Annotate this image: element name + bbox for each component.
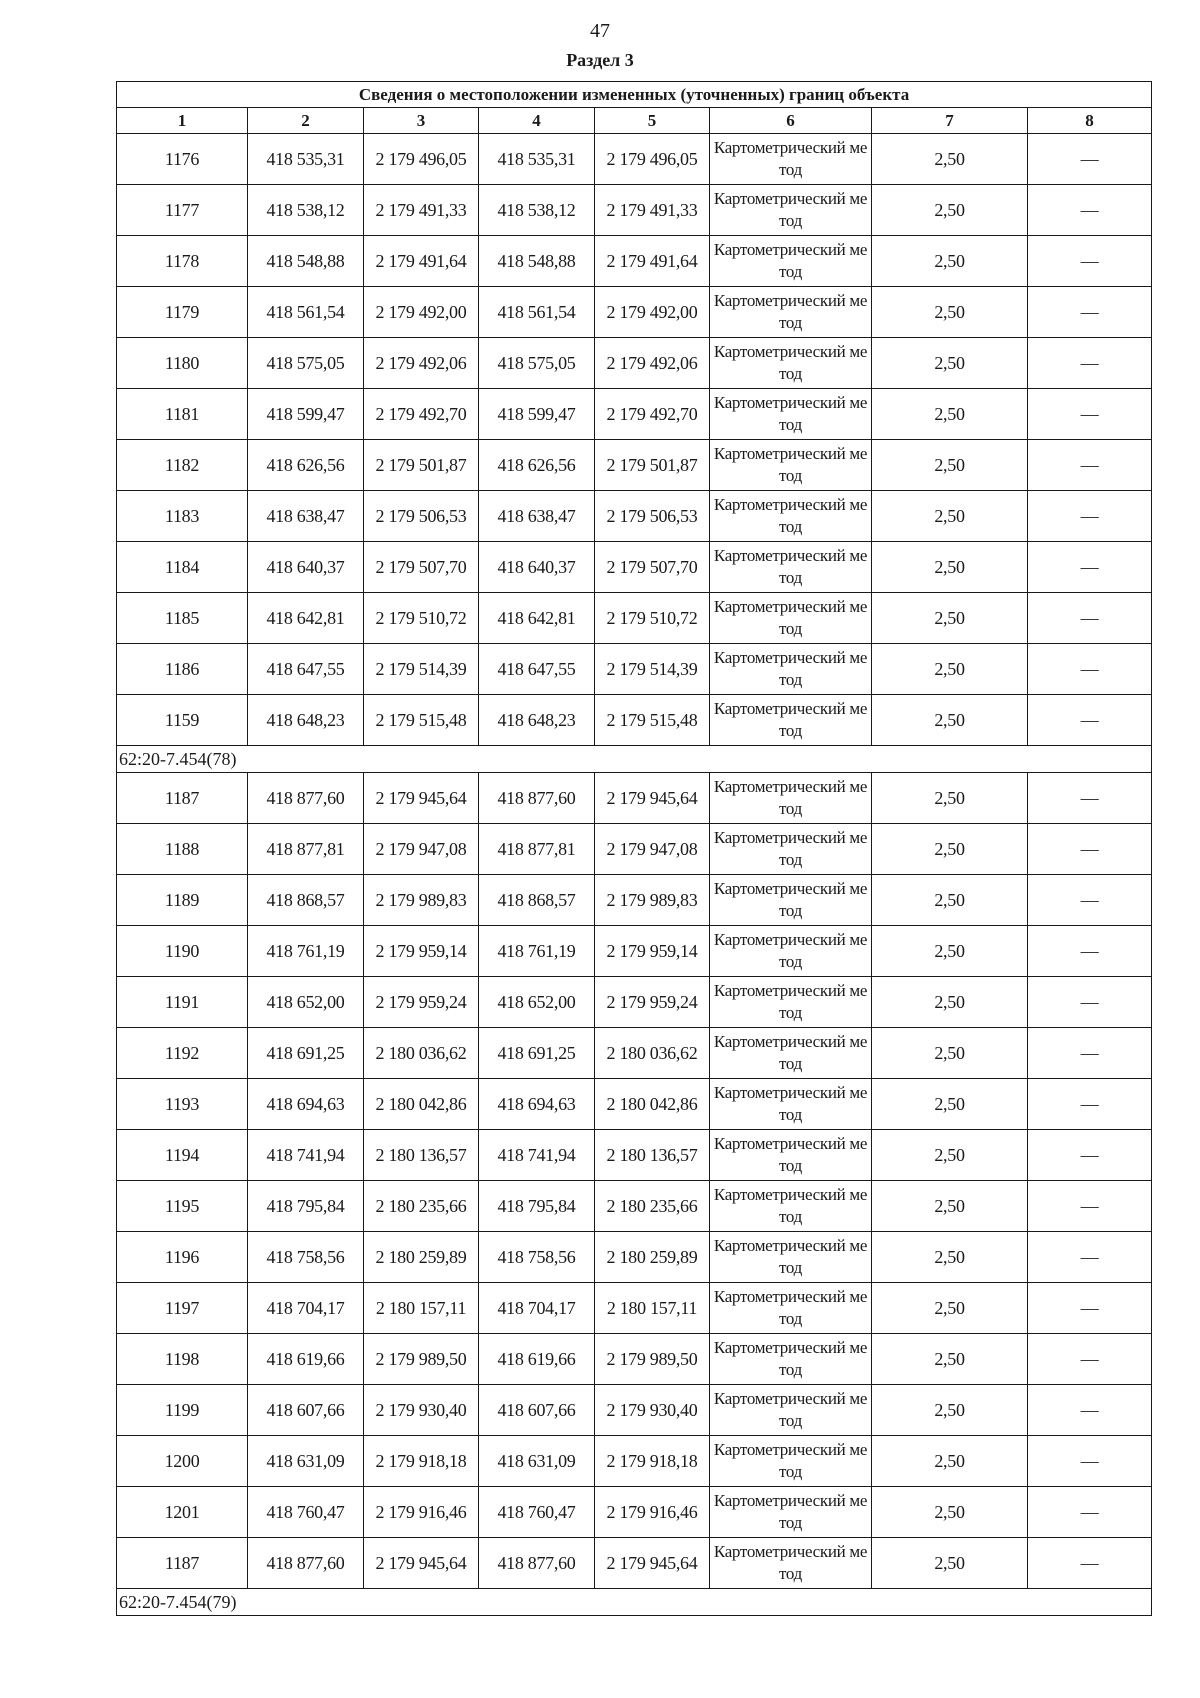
cell-description: — — [1028, 1028, 1152, 1079]
cell-method: Картометрический метод — [710, 338, 872, 389]
cell-y-old: 2 179 510,72 — [364, 593, 479, 644]
cell-x-new: 418 640,37 — [479, 542, 595, 593]
cell-x-new: 418 694,63 — [479, 1079, 595, 1130]
cell-x-old: 418 868,57 — [248, 875, 364, 926]
cell-x-old: 418 761,19 — [248, 926, 364, 977]
cell-y-new: 2 180 259,89 — [595, 1232, 710, 1283]
table-row — [117, 824, 1152, 875]
cell-x-new: 418 548,88 — [479, 236, 595, 287]
cell-method: Картометрический метод — [710, 1130, 872, 1181]
table-row — [117, 1181, 1152, 1232]
cell-description: — — [1028, 824, 1152, 875]
cell-method: Картометрический метод — [710, 695, 872, 746]
cell-method: Картометрический метод — [710, 644, 872, 695]
cell-point-number: 1185 — [117, 593, 248, 644]
cell-description: — — [1028, 389, 1152, 440]
cell-y-new: 2 179 514,39 — [595, 644, 710, 695]
cell-description: — — [1028, 1079, 1152, 1130]
cell-accuracy: 2,50 — [872, 1028, 1028, 1079]
cell-point-number: 1190 — [117, 926, 248, 977]
cell-y-old: 2 179 492,06 — [364, 338, 479, 389]
cell-point-number: 1159 — [117, 695, 248, 746]
cell-description: — — [1028, 1181, 1152, 1232]
cell-y-new: 2 180 136,57 — [595, 1130, 710, 1181]
cell-x-new: 418 877,81 — [479, 824, 595, 875]
cell-method: Картометрический метод — [710, 1436, 872, 1487]
column-header: 4 — [479, 108, 595, 134]
cell-y-new: 2 179 492,06 — [595, 338, 710, 389]
cell-accuracy: 2,50 — [872, 1130, 1028, 1181]
cell-point-number: 1187 — [117, 1538, 248, 1589]
cell-y-new: 2 179 947,08 — [595, 824, 710, 875]
cell-x-new: 418 691,25 — [479, 1028, 595, 1079]
table-row — [117, 134, 1152, 185]
cell-y-old: 2 179 496,05 — [364, 134, 479, 185]
cell-x-new: 418 642,81 — [479, 593, 595, 644]
column-header: 5 — [595, 108, 710, 134]
cell-x-new: 418 647,55 — [479, 644, 595, 695]
cell-x-old: 418 877,81 — [248, 824, 364, 875]
cell-accuracy: 2,50 — [872, 1334, 1028, 1385]
cell-accuracy: 2,50 — [872, 134, 1028, 185]
cell-y-new: 2 179 945,64 — [595, 1538, 710, 1589]
cell-x-new: 418 704,17 — [479, 1283, 595, 1334]
cell-y-old: 2 180 259,89 — [364, 1232, 479, 1283]
cell-accuracy: 2,50 — [872, 1538, 1028, 1589]
cell-x-new: 418 760,47 — [479, 1487, 595, 1538]
cell-x-old: 418 704,17 — [248, 1283, 364, 1334]
cell-x-new: 418 741,94 — [479, 1130, 595, 1181]
cell-y-new: 2 179 501,87 — [595, 440, 710, 491]
cell-accuracy: 2,50 — [872, 491, 1028, 542]
cell-x-new: 418 652,00 — [479, 977, 595, 1028]
cell-y-new: 2 180 042,86 — [595, 1079, 710, 1130]
cell-x-new: 418 607,66 — [479, 1385, 595, 1436]
cell-x-new: 418 575,05 — [479, 338, 595, 389]
cell-description: — — [1028, 440, 1152, 491]
table-row — [117, 1028, 1152, 1079]
table-row — [117, 926, 1152, 977]
cell-method: Картометрический метод — [710, 1385, 872, 1436]
cell-y-old: 2 179 514,39 — [364, 644, 479, 695]
cell-x-old: 418 652,00 — [248, 977, 364, 1028]
table-row — [117, 542, 1152, 593]
table-row — [117, 773, 1152, 824]
cell-method: Картометрический метод — [710, 287, 872, 338]
cell-x-new: 418 761,19 — [479, 926, 595, 977]
cell-accuracy: 2,50 — [872, 1385, 1028, 1436]
cell-x-old: 418 642,81 — [248, 593, 364, 644]
cell-accuracy: 2,50 — [872, 1079, 1028, 1130]
column-header: 3 — [364, 108, 479, 134]
cell-y-new: 2 180 036,62 — [595, 1028, 710, 1079]
table-body — [117, 82, 1152, 1616]
cell-method: Картометрический метод — [710, 926, 872, 977]
table-row — [117, 1283, 1152, 1334]
cell-y-old: 2 179 989,50 — [364, 1334, 479, 1385]
table-row — [117, 185, 1152, 236]
cell-point-number: 1183 — [117, 491, 248, 542]
cell-accuracy: 2,50 — [872, 593, 1028, 644]
parcel-label: 62:20-7.454(78) — [117, 746, 1152, 773]
cell-y-old: 2 180 042,86 — [364, 1079, 479, 1130]
cell-y-new: 2 179 989,50 — [595, 1334, 710, 1385]
cell-x-old: 418 575,05 — [248, 338, 364, 389]
cell-method: Картометрический метод — [710, 593, 872, 644]
cell-accuracy: 2,50 — [872, 1283, 1028, 1334]
cell-x-new: 418 877,60 — [479, 773, 595, 824]
cell-method: Картометрический метод — [710, 1028, 872, 1079]
boundary-coordinates-table — [116, 81, 1152, 1616]
cell-description: — — [1028, 926, 1152, 977]
cell-x-old: 418 631,09 — [248, 1436, 364, 1487]
cell-point-number: 1199 — [117, 1385, 248, 1436]
cell-point-number: 1179 — [117, 287, 248, 338]
cell-description: — — [1028, 1436, 1152, 1487]
cell-x-new: 418 626,56 — [479, 440, 595, 491]
cell-method: Картометрический метод — [710, 1538, 872, 1589]
cell-method: Картометрический метод — [710, 389, 872, 440]
cell-y-new: 2 179 506,53 — [595, 491, 710, 542]
parcel-label-row — [117, 746, 1152, 773]
cell-description: — — [1028, 287, 1152, 338]
cell-point-number: 1201 — [117, 1487, 248, 1538]
cell-description: — — [1028, 491, 1152, 542]
table-row — [117, 1079, 1152, 1130]
cell-point-number: 1180 — [117, 338, 248, 389]
cell-x-old: 418 607,66 — [248, 1385, 364, 1436]
cell-point-number: 1178 — [117, 236, 248, 287]
table-row — [117, 338, 1152, 389]
cell-x-new: 418 631,09 — [479, 1436, 595, 1487]
cell-accuracy: 2,50 — [872, 1181, 1028, 1232]
cell-method: Картометрический метод — [710, 491, 872, 542]
table-row — [117, 440, 1152, 491]
cell-description: — — [1028, 773, 1152, 824]
cell-description: — — [1028, 1385, 1152, 1436]
cell-point-number: 1182 — [117, 440, 248, 491]
cell-x-new: 418 619,66 — [479, 1334, 595, 1385]
cell-y-new: 2 179 491,64 — [595, 236, 710, 287]
cell-y-new: 2 179 918,18 — [595, 1436, 710, 1487]
cell-accuracy: 2,50 — [872, 542, 1028, 593]
table-row — [117, 1538, 1152, 1589]
cell-x-old: 418 760,47 — [248, 1487, 364, 1538]
cell-method: Картометрический метод — [710, 185, 872, 236]
table-row — [117, 1436, 1152, 1487]
cell-y-new: 2 179 496,05 — [595, 134, 710, 185]
cell-description: — — [1028, 875, 1152, 926]
cell-x-old: 418 548,88 — [248, 236, 364, 287]
cell-accuracy: 2,50 — [872, 236, 1028, 287]
cell-point-number: 1194 — [117, 1130, 248, 1181]
cell-y-old: 2 179 959,24 — [364, 977, 479, 1028]
cell-point-number: 1181 — [117, 389, 248, 440]
table-row — [117, 695, 1152, 746]
cell-y-old: 2 179 918,18 — [364, 1436, 479, 1487]
cell-method: Картометрический метод — [710, 1487, 872, 1538]
section-title: Раздел 3 — [566, 50, 634, 70]
cell-y-old: 2 179 506,53 — [364, 491, 479, 542]
cell-y-old: 2 179 515,48 — [364, 695, 479, 746]
cell-y-new: 2 179 491,33 — [595, 185, 710, 236]
cell-description: — — [1028, 977, 1152, 1028]
cell-point-number: 1191 — [117, 977, 248, 1028]
column-header: 7 — [872, 108, 1028, 134]
cell-description: — — [1028, 1487, 1152, 1538]
table-row — [117, 875, 1152, 926]
cell-y-old: 2 179 501,87 — [364, 440, 479, 491]
cell-accuracy: 2,50 — [872, 338, 1028, 389]
cell-x-new: 418 561,54 — [479, 287, 595, 338]
cell-description: — — [1028, 185, 1152, 236]
table-row — [117, 1334, 1152, 1385]
cell-y-old: 2 179 989,83 — [364, 875, 479, 926]
cell-y-new: 2 179 945,64 — [595, 773, 710, 824]
table-row — [117, 593, 1152, 644]
cell-description: — — [1028, 1334, 1152, 1385]
cell-accuracy: 2,50 — [872, 977, 1028, 1028]
cell-accuracy: 2,50 — [872, 1232, 1028, 1283]
cell-y-new: 2 179 507,70 — [595, 542, 710, 593]
cell-y-new: 2 179 989,83 — [595, 875, 710, 926]
cell-description: — — [1028, 134, 1152, 185]
cell-y-new: 2 179 492,00 — [595, 287, 710, 338]
cell-x-old: 418 599,47 — [248, 389, 364, 440]
cell-x-old: 418 694,63 — [248, 1079, 364, 1130]
cell-x-new: 418 638,47 — [479, 491, 595, 542]
table-row — [117, 236, 1152, 287]
cell-x-old: 418 561,54 — [248, 287, 364, 338]
cell-y-old: 2 180 235,66 — [364, 1181, 479, 1232]
cell-y-old: 2 179 491,64 — [364, 236, 479, 287]
cell-x-old: 418 741,94 — [248, 1130, 364, 1181]
cell-method: Картометрический метод — [710, 1181, 872, 1232]
cell-point-number: 1189 — [117, 875, 248, 926]
cell-point-number: 1195 — [117, 1181, 248, 1232]
cell-accuracy: 2,50 — [872, 875, 1028, 926]
cell-point-number: 1193 — [117, 1079, 248, 1130]
cell-method: Картометрический метод — [710, 875, 872, 926]
cell-accuracy: 2,50 — [872, 287, 1028, 338]
cell-method: Картометрический метод — [710, 1283, 872, 1334]
table-row — [117, 977, 1152, 1028]
column-header: 8 — [1028, 108, 1152, 134]
cell-y-old: 2 180 136,57 — [364, 1130, 479, 1181]
cell-point-number: 1187 — [117, 773, 248, 824]
parcel-label-row — [117, 1589, 1152, 1616]
table-row — [117, 1385, 1152, 1436]
cell-accuracy: 2,50 — [872, 440, 1028, 491]
column-header: 6 — [710, 108, 872, 134]
cell-accuracy: 2,50 — [872, 1487, 1028, 1538]
cell-point-number: 1177 — [117, 185, 248, 236]
cell-x-new: 418 535,31 — [479, 134, 595, 185]
cell-accuracy: 2,50 — [872, 1436, 1028, 1487]
cell-y-new: 2 180 235,66 — [595, 1181, 710, 1232]
column-header: 2 — [248, 108, 364, 134]
cell-y-old: 2 179 959,14 — [364, 926, 479, 977]
cell-description: — — [1028, 236, 1152, 287]
cell-y-new: 2 180 157,11 — [595, 1283, 710, 1334]
table-title-row — [117, 82, 1152, 108]
cell-point-number: 1192 — [117, 1028, 248, 1079]
column-header: 1 — [117, 108, 248, 134]
cell-accuracy: 2,50 — [872, 389, 1028, 440]
cell-x-old: 418 877,60 — [248, 773, 364, 824]
table-row — [117, 389, 1152, 440]
cell-method: Картометрический метод — [710, 542, 872, 593]
cell-description: — — [1028, 695, 1152, 746]
cell-method: Картометрический метод — [710, 824, 872, 875]
cell-x-old: 418 638,47 — [248, 491, 364, 542]
cell-x-new: 418 599,47 — [479, 389, 595, 440]
cell-description: — — [1028, 1538, 1152, 1589]
cell-y-new: 2 179 930,40 — [595, 1385, 710, 1436]
cell-description: — — [1028, 1130, 1152, 1181]
cell-x-new: 418 648,23 — [479, 695, 595, 746]
cell-description: — — [1028, 644, 1152, 695]
cell-point-number: 1184 — [117, 542, 248, 593]
cell-point-number: 1198 — [117, 1334, 248, 1385]
cell-point-number: 1196 — [117, 1232, 248, 1283]
table-row — [117, 1487, 1152, 1538]
cell-description: — — [1028, 593, 1152, 644]
cell-x-old: 418 648,23 — [248, 695, 364, 746]
cell-x-old: 418 640,37 — [248, 542, 364, 593]
cell-x-new: 418 538,12 — [479, 185, 595, 236]
cell-method: Картометрический метод — [710, 773, 872, 824]
cell-y-old: 2 179 492,70 — [364, 389, 479, 440]
cell-accuracy: 2,50 — [872, 185, 1028, 236]
cell-method: Картометрический метод — [710, 1232, 872, 1283]
cell-method: Картометрический метод — [710, 1334, 872, 1385]
cell-y-new: 2 179 515,48 — [595, 695, 710, 746]
cell-x-old: 418 691,25 — [248, 1028, 364, 1079]
cell-x-old: 418 758,56 — [248, 1232, 364, 1283]
cell-y-new: 2 179 492,70 — [595, 389, 710, 440]
cell-point-number: 1176 — [117, 134, 248, 185]
cell-y-old: 2 179 916,46 — [364, 1487, 479, 1538]
cell-method: Картометрический метод — [710, 1079, 872, 1130]
cell-y-old: 2 179 930,40 — [364, 1385, 479, 1436]
cell-y-old: 2 179 945,64 — [364, 773, 479, 824]
cell-accuracy: 2,50 — [872, 695, 1028, 746]
table-row — [117, 491, 1152, 542]
table-header-row — [117, 108, 1152, 134]
cell-x-new: 418 877,60 — [479, 1538, 595, 1589]
cell-method: Картометрический метод — [710, 236, 872, 287]
cell-accuracy: 2,50 — [872, 926, 1028, 977]
cell-point-number: 1200 — [117, 1436, 248, 1487]
cell-method: Картометрический метод — [710, 977, 872, 1028]
cell-y-old: 2 179 945,64 — [364, 1538, 479, 1589]
table-row — [117, 644, 1152, 695]
cell-point-number: 1197 — [117, 1283, 248, 1334]
cell-x-old: 418 535,31 — [248, 134, 364, 185]
cell-x-old: 418 619,66 — [248, 1334, 364, 1385]
cell-x-new: 418 868,57 — [479, 875, 595, 926]
cell-y-new: 2 179 959,14 — [595, 926, 710, 977]
cell-y-old: 2 179 507,70 — [364, 542, 479, 593]
cell-y-old: 2 180 036,62 — [364, 1028, 479, 1079]
cell-x-old: 418 877,60 — [248, 1538, 364, 1589]
cell-x-old: 418 795,84 — [248, 1181, 364, 1232]
cell-accuracy: 2,50 — [872, 644, 1028, 695]
table-row — [117, 1130, 1152, 1181]
cell-method: Картометрический метод — [710, 134, 872, 185]
cell-description: — — [1028, 338, 1152, 389]
cell-x-old: 418 538,12 — [248, 185, 364, 236]
cell-y-old: 2 179 492,00 — [364, 287, 479, 338]
table-row — [117, 287, 1152, 338]
page-number: 47 — [590, 20, 610, 42]
cell-description: — — [1028, 1232, 1152, 1283]
cell-x-new: 418 795,84 — [479, 1181, 595, 1232]
cell-x-old: 418 647,55 — [248, 644, 364, 695]
cell-x-old: 418 626,56 — [248, 440, 364, 491]
cell-y-new: 2 179 959,24 — [595, 977, 710, 1028]
cell-description: — — [1028, 1283, 1152, 1334]
table-title: Сведения о местоположении измененных (уточненных) границ объекта — [117, 82, 1152, 108]
table-row — [117, 1232, 1152, 1283]
cell-point-number: 1188 — [117, 824, 248, 875]
cell-x-new: 418 758,56 — [479, 1232, 595, 1283]
cell-y-new: 2 179 510,72 — [595, 593, 710, 644]
cell-y-old: 2 179 947,08 — [364, 824, 479, 875]
cell-y-old: 2 180 157,11 — [364, 1283, 479, 1334]
cell-description: — — [1028, 542, 1152, 593]
cell-accuracy: 2,50 — [872, 824, 1028, 875]
cell-y-new: 2 179 916,46 — [595, 1487, 710, 1538]
parcel-label: 62:20-7.454(79) — [117, 1589, 1152, 1616]
cell-y-old: 2 179 491,33 — [364, 185, 479, 236]
cell-point-number: 1186 — [117, 644, 248, 695]
cell-accuracy: 2,50 — [872, 773, 1028, 824]
cell-method: Картометрический метод — [710, 440, 872, 491]
